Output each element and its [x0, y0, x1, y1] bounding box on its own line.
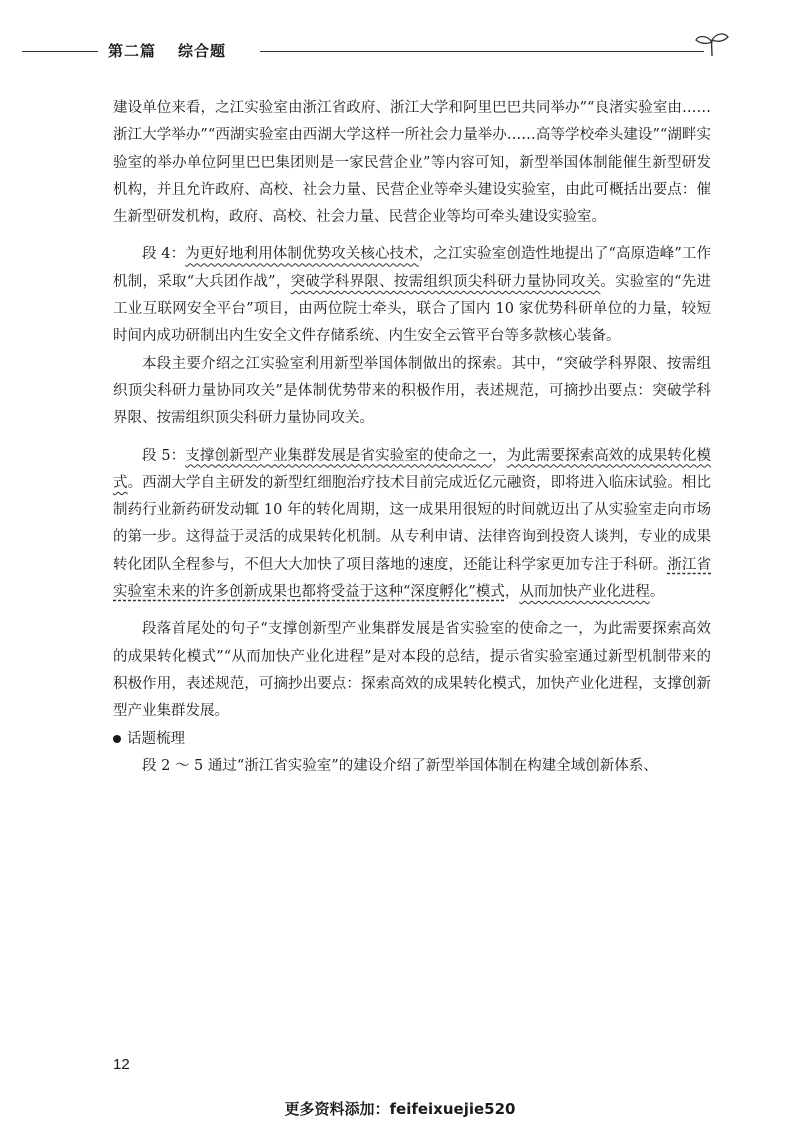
paragraph-4-text-4: 。 [649, 584, 665, 601]
section-label-4: 段 4： [142, 246, 186, 263]
header-rule-right [260, 51, 704, 52]
paragraph-4-text-2: 。西湖大学自主研发的新型红细胞治疗技术目前完成近亿元融资，即将进入临床试验。相比制药行业新药研发动辄 10 年的转化周期，这一成果用很短的时间就迈出了从实验室走向市场的第一步。这得益于灵活的成果转化机制。从专利申请、法律咨询到投资人谈判，专业的成果转化团队全程参与，不但大大加快了项目落地的速度，还能让科学家更加专注于科研。 [113, 474, 712, 573]
paragraph-4-text-1: ， [492, 447, 507, 464]
section-label-5: 段 5： [142, 447, 186, 464]
paragraph-2-text-1: ，之江实验室创造性地提出了“高原造峰”工作机制，采取“大兵团作战”， [113, 246, 711, 290]
bullet-icon [113, 735, 121, 743]
topic-bullet [113, 726, 711, 753]
paragraph-2 [113, 241, 711, 350]
paragraph-3: 本段主要介绍之江实验室利用新型举国体制做出的探索。其中，“突破学科界限、按需组织顶尖科研力量协同攻关”是体制优势带来的积极作用，表述规范，可摘抄出要点：突破学科界限、按需组织顶尖科研力量协同攻关。 [113, 355, 711, 427]
wavy-underline-1: 为更好地利用体制优势攻关核心技术 [185, 246, 419, 263]
header-part: 第二篇 [108, 42, 157, 60]
page-header [22, 34, 712, 66]
header-rule-left [22, 51, 98, 52]
bullet-label: 话题梳理 [127, 730, 185, 747]
wavy-underline-5: 从而加快产业化进程 [519, 584, 650, 601]
paragraph-5: 段落首尾处的句子“支撑创新型产业集群发展是省实验室的使命之一，为此需要探索高效的成果转化模式”“从而加快产业化进程”是对本段的总结，提示省实验室通过新型机制带来的积极作用，表述规范，可摘抄出要点：探索高效的成果转化模式，加快产业化进程，支撑创新型产业集群发展。 [113, 621, 711, 720]
paragraph-1: 建设单位来看，之江实验室由浙江省政府、浙江大学和阿里巴巴共同举办”“良渚实验室由……浙江大学举办”“西湖实验室由西湖大学这样一所社会力量举办……高等学校牵头建设”“湖畔实验室的举办单位阿里巴巴集团则是一家民营企业”等内容可知，新型举国体制能催生新型研发机构，并且允许政府、高校、社会力量、民营企业等牵头建设实验室，由此可概括出要点：催生新型研发机构，政府、高校、社会力量、民营企业等均可牵头建设实验室。 [113, 100, 711, 226]
dashed-underline-1: 浙江省实验室未来的许多创新成果也都将受益于这种“深度孵化”模式 [113, 556, 712, 601]
paragraph-4 [113, 443, 711, 607]
footer-text: 更多资料添加：feifeixuejie520 [284, 1100, 516, 1118]
paragraph-6: 段 2 ～ 5 通过“浙江省实验室”的建设介绍了新型举国体制在构建全域创新体系、 [142, 757, 658, 774]
header-section: 综合题 [178, 42, 227, 60]
header-title [108, 40, 226, 61]
wavy-underline-2: 突破学科界限、按需组织顶尖科研力量协同攻关 [290, 273, 601, 290]
paragraph-2-text-2: 。实验室的“先进工业互联网安全平台”项目，由两位院士牵头，联合了国内 10 家优势科研单位的力量，较短时间内成功研制出内生安全文件存储系统、内生安全云管平台等多款核心装备。 [113, 273, 711, 345]
document-body [113, 95, 711, 780]
wavy-underline-3: 支撑创新型产业集群发展是省实验室的使命之一 [185, 447, 493, 464]
wavy-underline-4: 为此需要探索高效的成果转化模式 [113, 447, 712, 491]
sprout-icon [692, 30, 732, 58]
paragraph-4-text-3: ， [504, 584, 520, 601]
page-number: 12 [113, 1056, 130, 1073]
